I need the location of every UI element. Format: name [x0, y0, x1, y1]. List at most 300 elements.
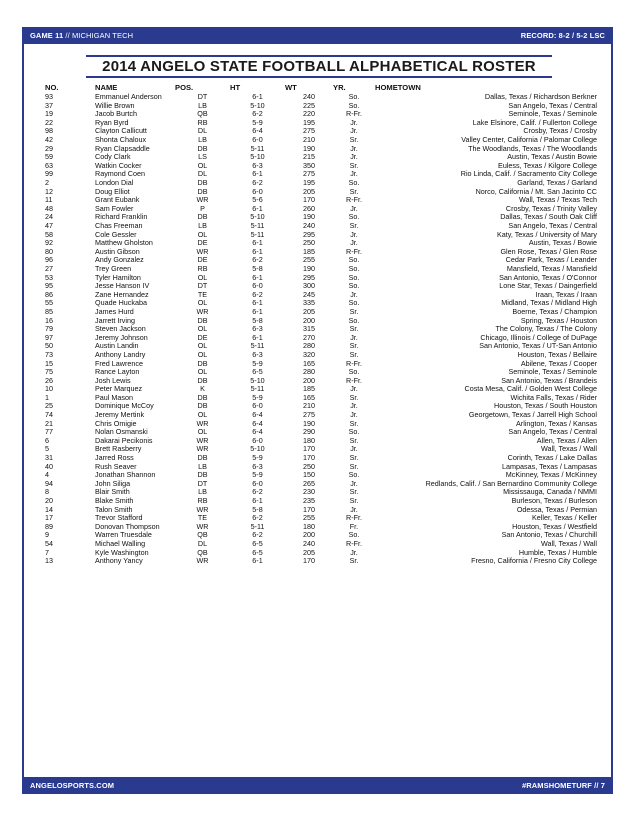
- player-weight: 165: [303, 393, 315, 402]
- player-weight: 180: [303, 522, 315, 531]
- player-name: Jonathan Shannon: [95, 471, 156, 480]
- player-year: Sr.: [349, 436, 359, 445]
- player-year: Jr.: [350, 505, 358, 514]
- player-hometown: Austin, Texas / Austin Bowie: [507, 153, 597, 162]
- player-height: 5-8: [252, 316, 263, 325]
- player-name: Austin Gibson: [95, 247, 140, 256]
- player-year: Jr.: [350, 479, 358, 488]
- player-name: Brett Rasberry: [95, 445, 142, 454]
- player-weight: 255: [303, 514, 315, 523]
- table-row: [45, 402, 597, 411]
- player-height: 6-1: [252, 247, 263, 256]
- player-name: Raymond Coen: [95, 170, 145, 179]
- player-hometown: Corinth, Texas / Lake Dallas: [507, 453, 597, 463]
- player-hometown: Spring, Texas / Houston: [520, 316, 597, 325]
- player-position: OL: [197, 410, 208, 420]
- player-number: 16: [45, 316, 53, 325]
- player-year: So.: [348, 256, 360, 265]
- player-position: RB: [197, 264, 208, 273]
- player-weight: 195: [303, 118, 315, 127]
- player-position: OL: [197, 161, 208, 170]
- player-height: 6-2: [252, 290, 263, 299]
- player-number: 24: [45, 213, 53, 222]
- table-row: [45, 170, 597, 179]
- player-number: 22: [45, 118, 53, 127]
- player-weight: 275: [303, 170, 315, 179]
- player-position: OL: [197, 325, 208, 334]
- player-number: 58: [45, 230, 53, 239]
- player-number: 79: [45, 325, 53, 334]
- player-hometown: Humble, Texas / Humble: [518, 548, 597, 557]
- player-weight: 235: [303, 496, 315, 505]
- table-row: [45, 256, 597, 265]
- player-name: Jarred Ross: [95, 453, 134, 463]
- player-year: So.: [348, 299, 360, 308]
- player-height: 6-1: [252, 557, 263, 566]
- table-row: [45, 119, 597, 128]
- table-row: [45, 325, 597, 334]
- record-label: RECORD: 8-2 / 5-2 LSC: [520, 31, 605, 40]
- player-position: DT: [197, 93, 208, 102]
- table-row: [45, 471, 597, 480]
- player-number: 89: [45, 522, 53, 531]
- player-year: Sr.: [349, 187, 359, 196]
- player-number: 96: [45, 256, 53, 265]
- player-hometown: The Woodlands, Texas / The Woodlands: [468, 144, 597, 153]
- player-weight: 200: [303, 531, 315, 540]
- player-height: 6-2: [252, 256, 263, 265]
- player-year: Sr.: [349, 350, 359, 359]
- roster-table: [45, 84, 597, 566]
- player-height: 6-5: [252, 368, 263, 377]
- player-name: Shonta Chaloux: [95, 135, 147, 145]
- player-height: 6-5: [252, 548, 263, 557]
- player-name: Chas Freeman: [95, 221, 143, 230]
- player-hometown: San Angelo, Texas / Central: [508, 101, 597, 110]
- player-year: Sr.: [349, 393, 359, 402]
- player-weight: 205: [303, 548, 315, 557]
- player-hometown: Burleson, Texas / Burleson: [511, 496, 597, 505]
- player-name: Chris Omigie: [95, 419, 137, 428]
- player-number: 93: [45, 93, 53, 102]
- table-row: [45, 248, 597, 257]
- player-height: 5-11: [250, 522, 265, 531]
- player-year: Jr.: [350, 127, 358, 136]
- player-number: 7: [45, 548, 49, 557]
- player-name: Jeremy Mertink: [95, 410, 145, 420]
- player-number: 74: [45, 410, 53, 420]
- player-position: OL: [197, 273, 208, 282]
- player-weight: 170: [303, 196, 315, 205]
- player-year: Jr.: [350, 230, 358, 239]
- player-height: 6-5: [252, 539, 263, 548]
- player-height: 6-2: [252, 531, 263, 540]
- player-hometown: Odessa, Texas / Permian: [516, 505, 597, 514]
- table-row: [45, 368, 597, 377]
- player-number: 29: [45, 144, 53, 153]
- player-name: Ryan Byrd: [95, 118, 129, 127]
- player-position: LB: [198, 135, 207, 145]
- player-height: 6-3: [252, 325, 263, 334]
- player-number: 77: [45, 428, 53, 437]
- player-position: OL: [197, 428, 208, 437]
- player-position: TE: [197, 290, 208, 299]
- table-row: [45, 531, 597, 540]
- player-number: 85: [45, 307, 53, 316]
- player-weight: 280: [303, 368, 315, 377]
- player-height: 6-3: [252, 462, 263, 471]
- player-position: WR: [196, 307, 209, 316]
- player-height: 5-9: [252, 118, 263, 127]
- player-name: James Hurd: [95, 307, 134, 316]
- player-hometown: Lake Elsinore, Calif. / Fullerton College: [472, 118, 597, 127]
- player-weight: 200: [303, 316, 315, 325]
- table-row: [45, 205, 597, 214]
- player-number: 15: [45, 359, 53, 368]
- player-hometown: Valley Center, California / Palomar College: [461, 135, 597, 145]
- footer-bar: [22, 777, 613, 794]
- table-row: [45, 282, 597, 291]
- player-hometown: Lampasas, Texas / Lampasas: [502, 462, 597, 471]
- player-weight: 265: [303, 479, 315, 488]
- player-year: Jr.: [350, 118, 358, 127]
- table-row: [45, 454, 597, 463]
- player-year: Sr.: [349, 342, 359, 351]
- table-row: [45, 265, 597, 274]
- player-height: 5-11: [250, 342, 265, 351]
- player-name: Jarrett Irving: [95, 316, 135, 325]
- table-row: [45, 428, 597, 437]
- player-position: LB: [198, 221, 207, 230]
- table-row: [45, 437, 597, 446]
- player-position: DB: [197, 213, 208, 222]
- col-header-wt: WT: [285, 83, 297, 93]
- game-label: GAME 11 // MICHIGAN TECH: [30, 31, 134, 40]
- col-header-no: NO.: [45, 83, 59, 93]
- player-height: 6-1: [252, 496, 263, 505]
- player-hometown: Boerne, Texas / Champion: [512, 307, 597, 316]
- player-height: 5-10: [250, 213, 265, 222]
- player-height: 5-10: [250, 153, 265, 162]
- player-weight: 315: [303, 325, 315, 334]
- player-name: Watkin Cocker: [95, 161, 142, 170]
- player-weight: 220: [303, 110, 315, 119]
- player-year: Jr.: [350, 144, 358, 153]
- player-position: DB: [197, 144, 208, 153]
- player-hometown: Crosby, Texas / Trinity Valley: [505, 204, 597, 213]
- player-year: Jr.: [350, 239, 358, 248]
- player-weight: 215: [303, 153, 315, 162]
- player-weight: 270: [303, 333, 315, 342]
- player-name: Anthony Yancy: [95, 557, 143, 566]
- player-name: Jeremy Johnson: [95, 333, 148, 342]
- player-position: LS: [198, 153, 207, 162]
- player-height: 6-0: [252, 282, 263, 291]
- player-number: 25: [45, 402, 53, 411]
- table-row: [45, 196, 597, 205]
- player-hometown: Katy, Texas / University of Mary: [497, 230, 597, 239]
- player-weight: 350: [303, 161, 315, 170]
- player-position: WR: [196, 522, 209, 531]
- player-year: Sr.: [349, 557, 359, 566]
- player-number: 31: [45, 453, 53, 463]
- player-hometown: Wall, Texas / Wall: [540, 445, 597, 454]
- player-height: 6-0: [252, 436, 263, 445]
- player-hometown: Keller, Texas / Keller: [532, 514, 597, 523]
- player-hometown: San Angelo, Texas / Central: [508, 221, 597, 230]
- player-year: Sr.: [349, 462, 359, 471]
- player-weight: 210: [303, 402, 315, 411]
- player-number: 20: [45, 496, 53, 505]
- table-row: [45, 445, 597, 454]
- player-weight: 335: [303, 299, 315, 308]
- table-row: [45, 514, 597, 523]
- table-row: [45, 93, 597, 102]
- player-name: Steven Jackson: [95, 325, 146, 334]
- player-height: 5-10: [250, 445, 265, 454]
- player-position: WR: [196, 557, 209, 566]
- player-position: DL: [197, 127, 208, 136]
- table-row: [45, 411, 597, 420]
- player-name: Tyler Hamilton: [95, 273, 141, 282]
- player-position: DB: [197, 187, 208, 196]
- table-row: [45, 497, 597, 506]
- player-hometown: Houston, Texas / Westfield: [512, 522, 597, 531]
- player-weight: 275: [303, 127, 315, 136]
- player-weight: 300: [303, 282, 315, 291]
- player-weight: 170: [303, 557, 315, 566]
- title-rule-bottom: [86, 76, 552, 78]
- player-position: RB: [197, 496, 208, 505]
- player-hometown: McKinney, Texas / McKinney: [505, 471, 597, 480]
- player-number: 42: [45, 135, 53, 145]
- col-header-name: NAME: [95, 83, 118, 93]
- player-height: 6-4: [252, 410, 263, 420]
- footer-site: ANGELOSPORTS.COM: [30, 781, 115, 790]
- player-year: Jr.: [350, 385, 358, 394]
- player-name: Emmanuel Anderson: [95, 93, 162, 102]
- player-position: DT: [197, 479, 208, 488]
- player-weight: 165: [303, 359, 315, 368]
- player-weight: 250: [303, 239, 315, 248]
- player-position: DB: [197, 316, 208, 325]
- player-height: 6-2: [252, 178, 263, 188]
- player-name: Andy Gonzalez: [95, 256, 144, 265]
- player-year: Sr.: [349, 496, 359, 505]
- player-name: Willie Brown: [95, 101, 135, 110]
- player-number: 54: [45, 539, 53, 548]
- player-position: P: [200, 204, 205, 213]
- player-name: Donovan Thompson: [95, 522, 160, 531]
- player-weight: 295: [303, 273, 315, 282]
- player-weight: 190: [303, 419, 315, 428]
- player-year: So.: [348, 213, 360, 222]
- player-year: Jr.: [350, 333, 358, 342]
- player-height: 5-11: [250, 385, 265, 394]
- player-hometown: San Antonio, Texas / UT-San Antonio: [479, 342, 597, 351]
- table-row: [45, 420, 597, 429]
- player-year: Sr.: [349, 453, 359, 463]
- player-year: So.: [348, 316, 360, 325]
- player-year: Sr.: [349, 307, 359, 316]
- player-hometown: Cedar Park, Texas / Leander: [505, 256, 597, 265]
- player-year: So.: [348, 368, 360, 377]
- player-year: Sr.: [349, 161, 359, 170]
- table-row: [45, 273, 597, 282]
- player-year: Jr.: [350, 445, 358, 454]
- player-position: K: [200, 385, 205, 394]
- player-position: TE: [197, 514, 208, 523]
- table-row: [45, 102, 597, 111]
- table-row: [45, 308, 597, 317]
- player-position: DE: [197, 239, 208, 248]
- player-weight: 185: [303, 385, 315, 394]
- player-hometown: Fresno, California / Fresno City College: [471, 557, 597, 566]
- table-row: [45, 506, 597, 515]
- player-hometown: Midland, Texas / Midland High: [501, 299, 597, 308]
- player-weight: 275: [303, 410, 315, 420]
- table-row: [45, 222, 597, 231]
- player-number: 95: [45, 282, 53, 291]
- player-hometown: Wichita Falls, Texas / Rider: [510, 393, 597, 402]
- player-number: 47: [45, 221, 53, 230]
- player-height: 5-11: [250, 221, 265, 230]
- player-hometown: San Antonio, Texas / Brandeis: [501, 376, 597, 385]
- table-row: [45, 394, 597, 403]
- col-header-hometown: HOMETOWN: [375, 83, 421, 93]
- player-number: 1: [45, 393, 49, 402]
- table-row: [45, 334, 597, 343]
- player-year: R-Fr.: [346, 110, 362, 119]
- player-weight: 205: [303, 307, 315, 316]
- player-position: OL: [197, 230, 208, 239]
- player-weight: 240: [303, 221, 315, 230]
- player-year: So.: [348, 101, 360, 110]
- player-name: Nolan Osmanski: [95, 428, 148, 437]
- player-name: Talon Smith: [95, 505, 133, 514]
- player-name: Doug Elliot: [95, 187, 130, 196]
- player-position: LB: [198, 462, 207, 471]
- player-number: 98: [45, 127, 53, 136]
- player-number: 4: [45, 471, 49, 480]
- player-year: Sr.: [349, 135, 359, 145]
- player-weight: 230: [303, 488, 315, 497]
- player-hometown: Seminole, Texas / Seminole: [508, 110, 597, 119]
- player-hometown: Mansfield, Texas / Mansfield: [506, 264, 597, 273]
- player-hometown: Iraan, Texas / Iraan: [535, 290, 597, 299]
- table-row: [45, 385, 597, 394]
- table-row: [45, 162, 597, 171]
- player-number: 63: [45, 161, 53, 170]
- player-year: R-Fr.: [346, 376, 362, 385]
- player-weight: 260: [303, 204, 315, 213]
- player-weight: 170: [303, 453, 315, 463]
- player-number: 10: [45, 385, 53, 394]
- player-name: Richard Franklin: [95, 213, 148, 222]
- player-height: 6-0: [252, 187, 263, 196]
- player-weight: 255: [303, 256, 315, 265]
- player-name: Matthew Gholston: [95, 239, 153, 248]
- table-row: [45, 488, 597, 497]
- player-number: 55: [45, 299, 53, 308]
- player-hometown: San Antonio, Texas / Churchill: [501, 531, 597, 540]
- player-name: Warren Truesdale: [95, 531, 152, 540]
- player-name: Trevor Stafford: [95, 514, 143, 523]
- player-hometown: Allen, Texas / Allen: [536, 436, 597, 445]
- player-year: Fr.: [349, 522, 359, 531]
- player-number: 21: [45, 419, 53, 428]
- player-weight: 320: [303, 350, 315, 359]
- player-hometown: Crosby, Texas / Crosby: [523, 127, 597, 136]
- player-name: Trey Green: [95, 264, 132, 273]
- player-hometown: Glen Rose, Texas / Glen Rose: [500, 247, 597, 256]
- player-hometown: Houston, Texas / Bellaire: [517, 350, 597, 359]
- footer-hashtag: #RAMSHOMETURF // 7: [521, 781, 605, 790]
- player-hometown: Seminole, Texas / Seminole: [508, 368, 597, 377]
- player-year: So.: [348, 273, 360, 282]
- player-position: WR: [196, 436, 209, 445]
- player-year: R-Fr.: [346, 247, 362, 256]
- page-title: 2014 ANGELO STATE FOOTBALL ALPHABETICAL ROSTER: [102, 58, 536, 75]
- player-height: 6-4: [252, 428, 263, 437]
- player-position: WR: [196, 419, 209, 428]
- player-weight: 290: [303, 428, 315, 437]
- player-year: Sr.: [349, 488, 359, 497]
- player-year: R-Fr.: [346, 514, 362, 523]
- player-position: DB: [197, 178, 208, 188]
- col-header-yr: YR.: [333, 83, 346, 93]
- player-position: DT: [197, 282, 208, 291]
- player-name: Sam Fowler: [95, 204, 134, 213]
- player-name: Grant Eubank: [95, 196, 140, 205]
- player-position: WR: [196, 247, 209, 256]
- player-height: 6-0: [252, 402, 263, 411]
- player-weight: 170: [303, 505, 315, 514]
- player-weight: 240: [303, 539, 315, 548]
- table-row: [45, 463, 597, 472]
- player-height: 5-10: [250, 376, 265, 385]
- player-year: Jr.: [350, 204, 358, 213]
- player-hometown: Mississauga, Canada / NMMI: [503, 488, 597, 497]
- player-position: OL: [197, 350, 208, 359]
- player-position: WR: [196, 196, 209, 205]
- player-number: 75: [45, 368, 53, 377]
- player-height: 5-8: [252, 264, 263, 273]
- player-height: 6-4: [252, 127, 263, 136]
- table-row: [45, 239, 597, 248]
- player-weight: 245: [303, 290, 315, 299]
- player-name: Clayton Callicutt: [95, 127, 147, 136]
- player-position: LB: [198, 488, 207, 497]
- player-year: Sr.: [349, 221, 359, 230]
- player-position: DB: [197, 376, 208, 385]
- player-height: 5-8: [252, 505, 263, 514]
- player-number: 5: [45, 445, 49, 454]
- player-position: QB: [197, 531, 208, 540]
- player-number: 14: [45, 505, 53, 514]
- table-row: [45, 179, 597, 188]
- player-number: 99: [45, 170, 53, 179]
- player-position: DB: [197, 402, 208, 411]
- player-hometown: San Antonio, Texas / O'Connor: [499, 273, 597, 282]
- player-name: John Siliga: [95, 479, 131, 488]
- player-height: 5-10: [250, 101, 265, 110]
- table-row: [45, 153, 597, 162]
- player-position: WR: [196, 505, 209, 514]
- player-height: 5-11: [250, 144, 265, 153]
- player-name: Jesse Hanson IV: [95, 282, 150, 291]
- player-hometown: Dallas, Texas / South Oak Cliff: [500, 213, 597, 222]
